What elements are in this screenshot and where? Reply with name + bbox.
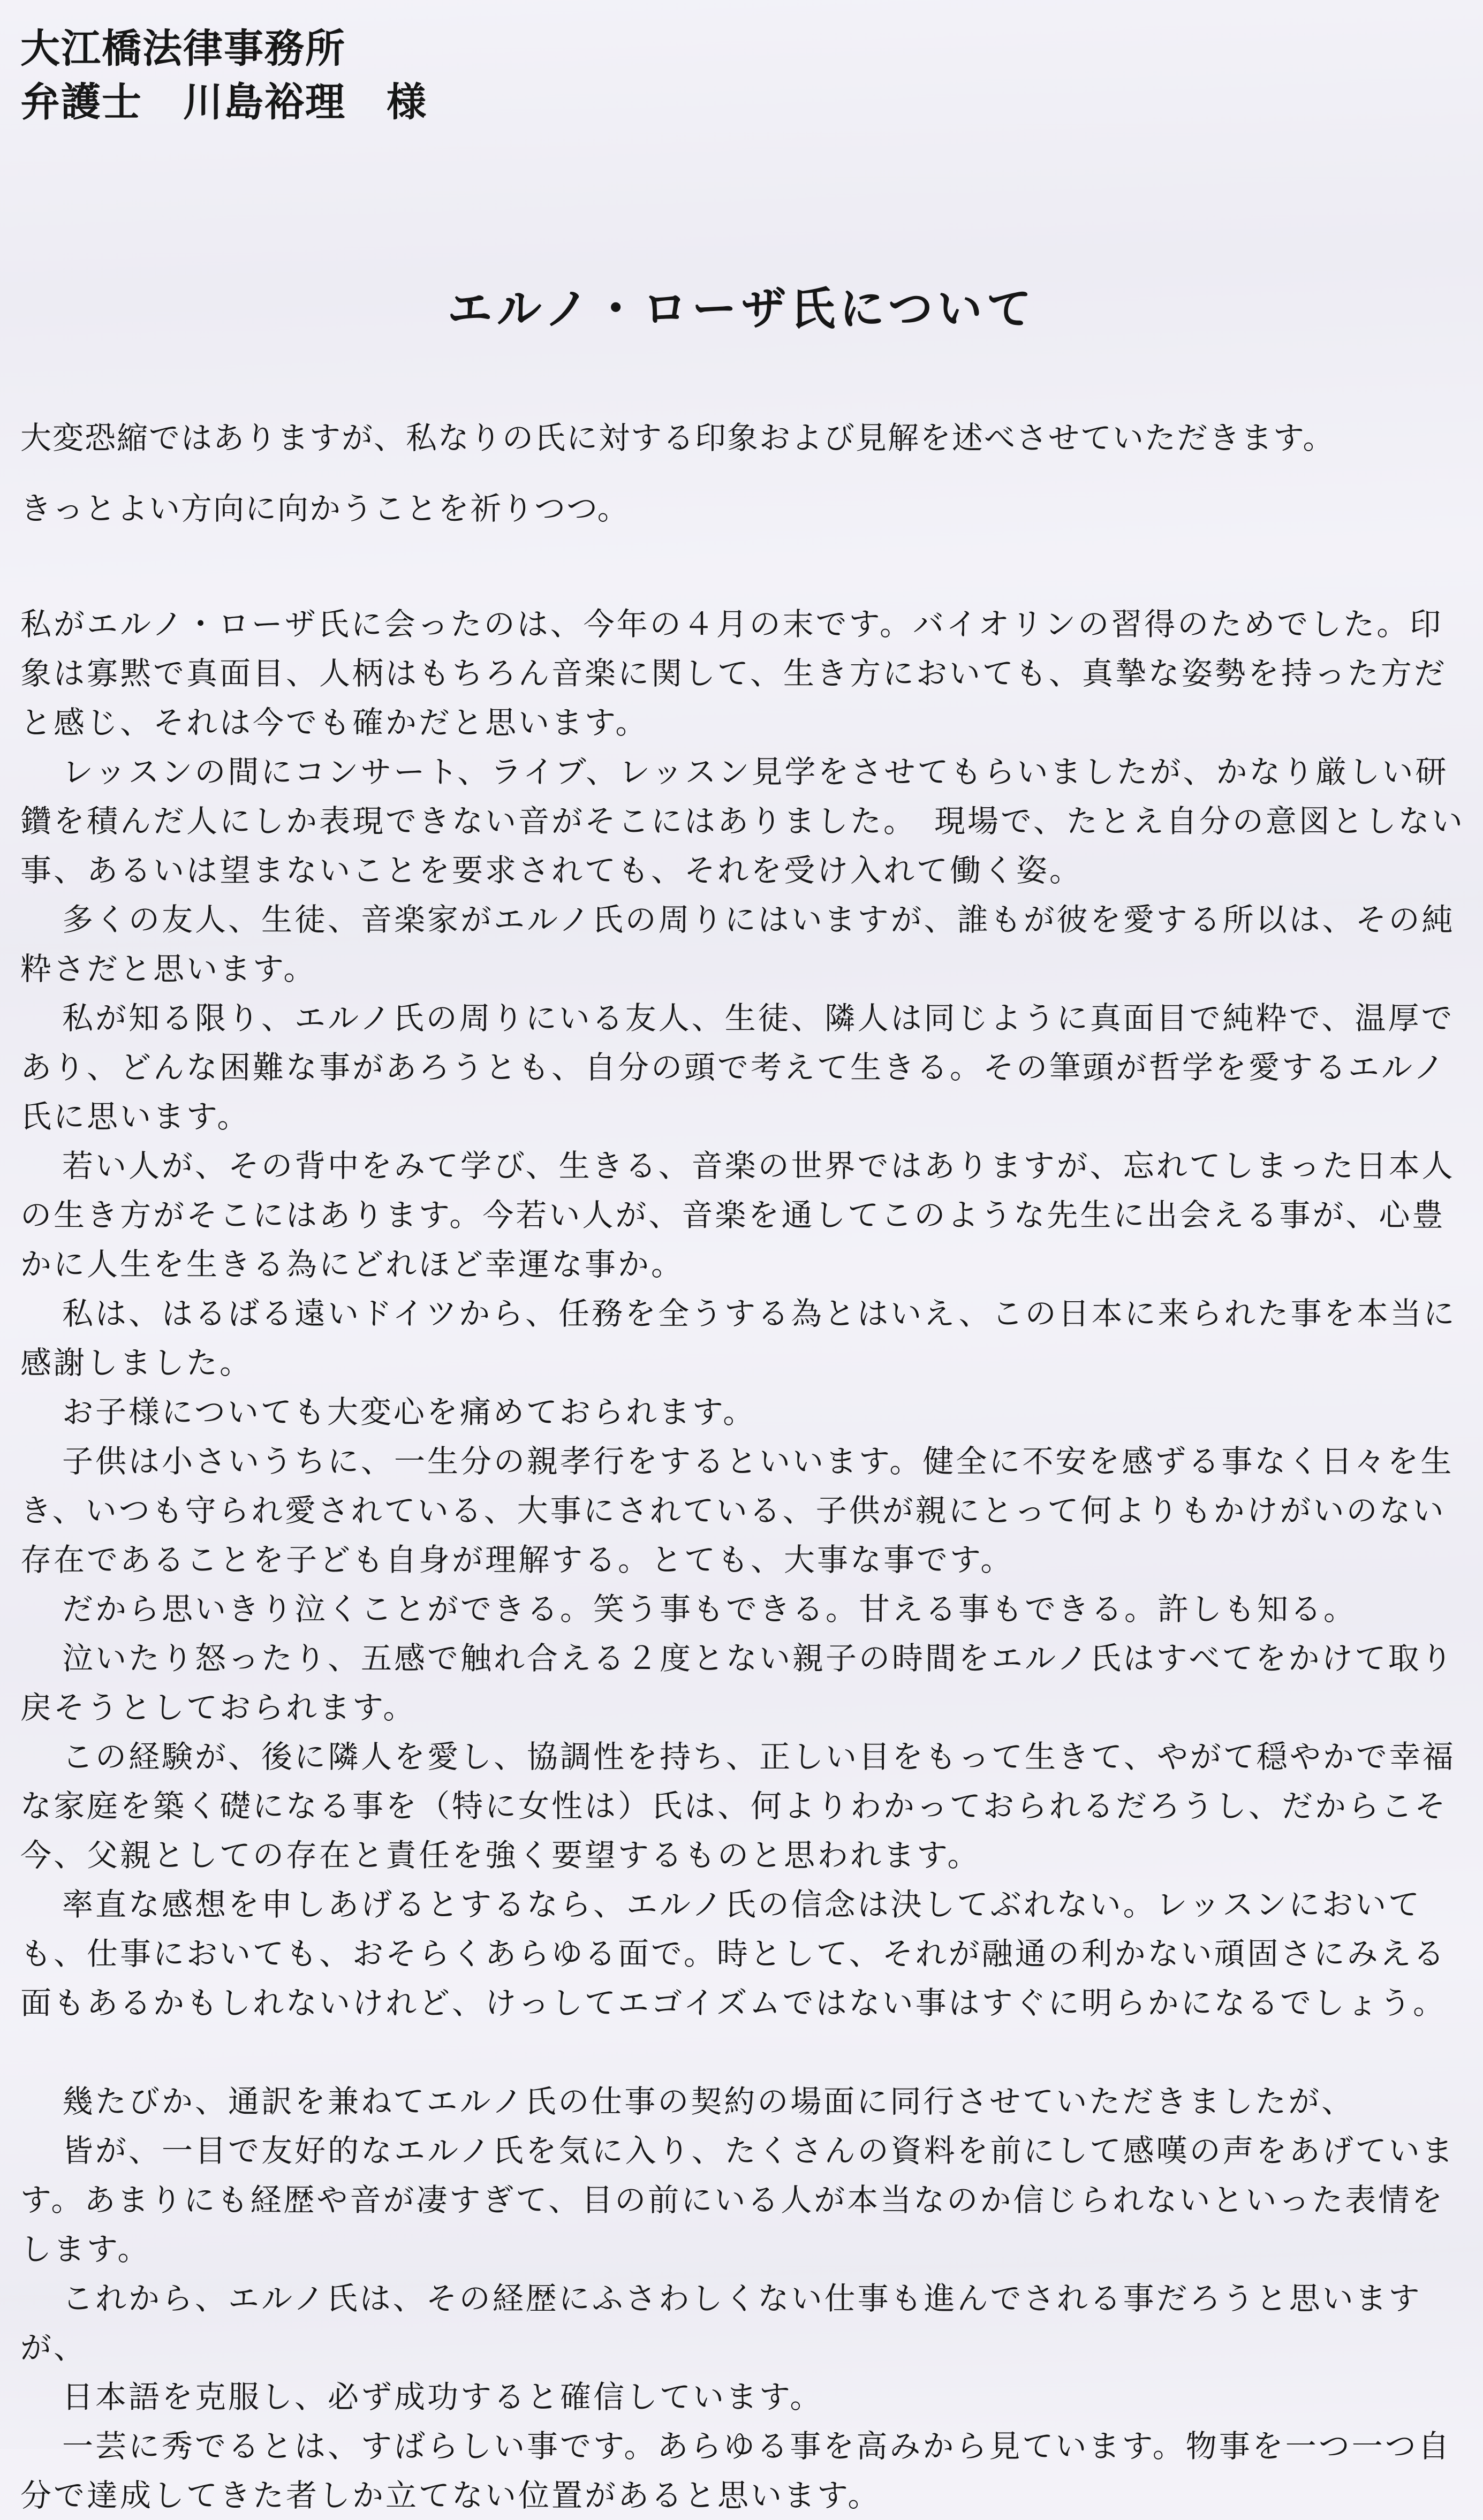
body-paragraph: 日本語を克服し、必ず成功すると確信しています。 <box>62 2379 823 2415</box>
body-paragraph: 若い人が、その背中をみて学び、生きる、音楽の世界ではありますが、忘れてしまった日本人の生き方がそこにはあります。今若い人が、音楽を通してこのような先生に出会える事が、心豊かに人生を生きる為にどれほど幸運な事か。 <box>20 1148 1455 1282</box>
body-paragraph: 私がエルノ・ローザ氏に会ったのは、今年の４月の末です。バイオリンの習得のためでした。印象は寡黙で真面目、人柄はもちろん音楽に関して、生き方においても、真摯な姿勢を持った方だと感じ、それは今でも確かだと思います。 <box>20 606 1447 741</box>
body-paragraph: 幾たびか、通訳を兼ねてエルノ氏の仕事の契約の場面に同行させていただきましたが、 <box>62 2083 1355 2120</box>
body-paragraph: 多くの友人、生徒、音楽家がエルノ氏の周りにはいますが、誰もが彼を愛する所以は、その純粋さだと思います。 <box>20 901 1455 987</box>
letter-body <box>20 599 1466 2520</box>
law-office-name: 大江橋法律事務所 <box>20 26 346 72</box>
body-paragraph: だから思いきり泣くことができる。笑う事もできる。甘える事もできる。許しも知る。 <box>62 1591 1357 1627</box>
body-paragraph: この経験が、後に隣人を愛し、協調性を持ち、正しい目をもって生きて、やがて穏やかで幸福な家庭を築く礎になる事を（特に女性は）氏は、何よりわかっておられるだろうし、だからこそ今、父親としての存在と責任を強く要望するものと思われます。 <box>20 1739 1456 1873</box>
body-paragraph: 子供は小さいうちに、一生分の親孝行をするといいます。健全に不安を感ずる事なく日々を生き、いつも守られ愛されている、大事にされている、子供が親にとって何よりもかけがいのない存在であることを子ども自身が理解する。とても、大事な事です。 <box>20 1443 1454 1578</box>
letter-title: エルノ・ローザ氏について <box>447 282 1036 335</box>
body-paragraph: 皆が、一目で友好的なエルノ氏を気に入り、たくさんの資料を前にして感嘆の声をあげています。あまりにも経歴や音が凄すぎて、目の前にいる人が本当なのか信じられないといった表情をします。 <box>20 2132 1455 2267</box>
body-paragraph: 一芸に秀でるとは、すばらしい事です。あらゆる事を高みから見ています。物事を一つ一つ自分で達成してきた者しか立てない位置があると思います。 <box>20 2428 1451 2514</box>
body-paragraph: 率直な感想を申しあげるとするなら、エルノ氏の信念は決してぶれない。レッスンにおいても、仕事においても、おそらくあらゆる面で。時として、それが融通の利かない頑固さにみえる面もあるかもしれないけれど、けっしてエゴイズムではない事はすぐに明らかになるでしょう。 <box>20 1886 1447 2021</box>
body-paragraph: 私は、はるばる遠いドイツから、任務を全うする為とはいえ、この日本に来られた事を本当に感謝しました。 <box>20 1295 1457 1381</box>
body-paragraph: 泣いたり怒ったり、五感で触れ合える２度とない親子の時間をエルノ氏はすべてをかけて取り戻そうとしておられます。 <box>20 1640 1455 1726</box>
body-paragraph: 私が知る限り、エルノ氏の周りにいる友人、生徒、隣人は同じように真面目で純粋で、温厚であり、どんな困難な事があろうとも、自分の頭で考えて生きる。その筆頭が哲学を愛するエルノ氏に思います。 <box>20 1000 1455 1135</box>
addressee-line: 弁護士 川島裕理 様 <box>20 79 427 125</box>
paragraph-gap <box>20 2028 1466 2077</box>
body-paragraph: これから、エルノ氏は、その経歴にふさわしくない仕事も進んでされる事だろうと思いますが、 <box>20 2280 1422 2366</box>
body-paragraph: レッスンの間にコンサート、ライブ、レッスン見学をさせてもらいましたが、かなり厳しい研鑽を積んだ人にしか表現できない音がそこにはありました。 現場で、たとえ自分の意図としない事、あるいは望まないことを要求されても、それを受け入れて働く姿。 <box>20 754 1465 889</box>
intro-closing: きっとよい方向に向かうことを祈りつつ。 <box>20 490 630 527</box>
body-paragraph: お子様についても大変心を痛めておられます。 <box>62 1394 756 1430</box>
intro-sentence: 大変恐縮ではありますが、私なりの氏に対する印象および見解を述べさせていただきます。 <box>20 420 1335 456</box>
